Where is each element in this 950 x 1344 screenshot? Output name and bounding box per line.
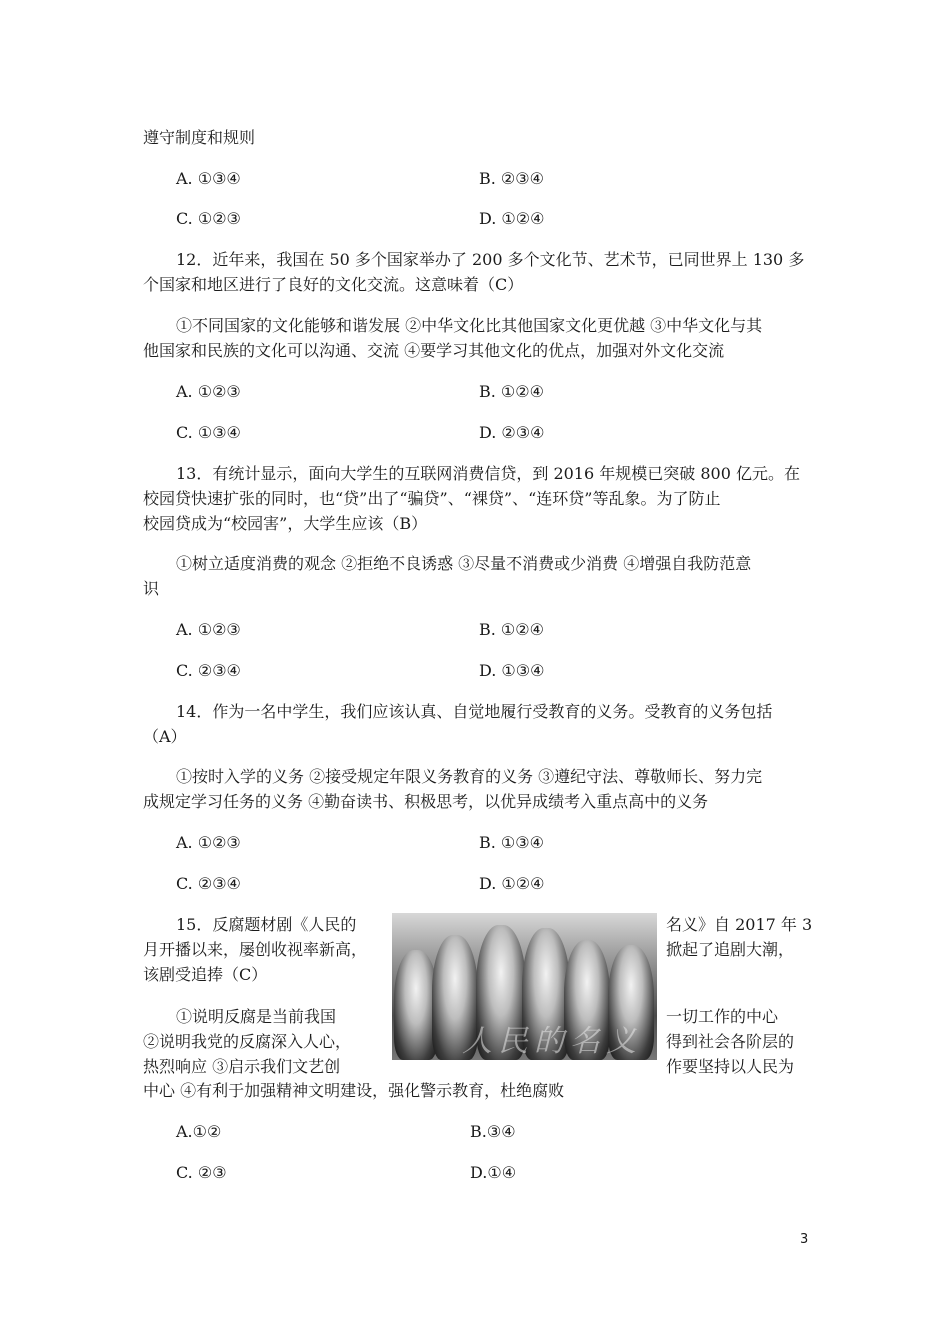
q15-statements-right-1: 一切工作的中心 [666, 1007, 779, 1026]
q12-stem-line-1: 12．近年来，我国在 50 多个国家举办了 200 多个文化节、艺术节，已同世界上 130 多 [176, 250, 805, 269]
poster-title-text: 人民的名义 [462, 1024, 642, 1059]
q15-stem-left-1: 15．反腐题材剧《人民的 [176, 915, 357, 934]
q13-option-d: D. ①③④ [479, 661, 545, 680]
q11-tail-text: 遵守制度和规则 [143, 128, 256, 147]
q15-statements-left-3: 热烈响应 ③启示我们文艺创 [143, 1057, 341, 1076]
q13-stem-line-2: 校园贷快速扩张的同时，也“贷”出了“骗贷”、“裸贷”、“连环贷”等乱象。为了防止 [143, 489, 721, 508]
q15-stem-left-2: 月开播以来，屡创收视率新高， [143, 940, 368, 959]
q14-stem-line-2: （A） [143, 727, 187, 746]
q15-stem-left-3: 该剧受追捧（C） [143, 965, 268, 984]
drama-poster-image [392, 913, 657, 1060]
q11-option-a: A. ①③④ [176, 169, 241, 188]
q15-stem-right-1: 名义》自 2017 年 3 [666, 915, 813, 934]
q13-option-b: B. ①②④ [479, 620, 544, 639]
q14-option-d: D. ①②④ [479, 874, 545, 893]
q15-statements-left-2: ②说明我党的反腐深入人心， [143, 1032, 352, 1051]
q13-option-c: C. ②③④ [176, 661, 241, 680]
q14-statements-line-2: 成规定学习任务的义务 ④勤奋读书、积极思考，以优异成绩考入重点高中的义务 [143, 792, 709, 811]
q11-option-d: D. ①②④ [479, 209, 545, 228]
q15-statements-left-1: ①说明反腐是当前我国 [176, 1007, 337, 1026]
q15-statements-right-3: 作要坚持以人民为 [666, 1057, 795, 1076]
q14-option-a: A. ①②③ [176, 833, 241, 852]
q15-option-a: A.①② [176, 1122, 222, 1141]
q15-statements-right-2: 得到社会各阶层的 [666, 1032, 795, 1051]
q15-option-b: B.③④ [470, 1122, 516, 1141]
q15-option-d: D.①④ [470, 1163, 517, 1182]
page-number: 3 [800, 1232, 809, 1247]
q12-option-d: D. ②③④ [479, 423, 545, 442]
q15-stem-right-2: 掀起了追剧大潮， [666, 940, 795, 959]
q12-statements-line-2: 他国家和民族的文化可以沟通、交流 ④要学习其他文化的优点，加强对外文化交流 [143, 341, 725, 360]
q15-option-c: C. ②③ [176, 1163, 227, 1182]
q14-statements-line-1: ①按时入学的义务 ②接受规定年限义务教育的义务 ③遵纪守法、尊敬师长、努力完 [176, 767, 763, 786]
q11-option-c: C. ①②③ [176, 209, 241, 228]
q13-stem-line-1: 13．有统计显示，面向大学生的互联网消费信贷，到 2016 年规模已突破 800 亿元。在 [176, 464, 800, 483]
q14-stem-line-1: 14．作为一名中学生，我们应该认真、自觉地履行受教育的义务。受教育的义务包括 [176, 702, 773, 721]
q14-option-b: B. ①③④ [479, 833, 544, 852]
q13-option-a: A. ①②③ [176, 620, 241, 639]
q13-statements-line-2: 识 [143, 579, 160, 598]
q12-option-b: B. ①②④ [479, 382, 544, 401]
q12-option-a: A. ①②③ [176, 382, 241, 401]
q12-stem-line-2: 个国家和地区进行了良好的文化交流。这意味着（C） [143, 275, 524, 294]
q15-statements-last: 中心 ④有利于加强精神文明建设，强化警示教育，杜绝腐败 [143, 1081, 565, 1100]
q12-option-c: C. ①③④ [176, 423, 241, 442]
q12-statements-line-1: ①不同国家的文化能够和谐发展 ②中华文化比其他国家文化更优越 ③中华文化与其 [176, 316, 763, 335]
q13-statements-line-1: ①树立适度消费的观念 ②拒绝不良诱惑 ③尽量不消费或少消费 ④增强自我防范意 [176, 554, 752, 573]
q13-stem-line-3: 校园贷成为“校园害”，大学生应该（B） [143, 514, 428, 533]
q11-option-b: B. ②③④ [479, 169, 544, 188]
q14-option-c: C. ②③④ [176, 874, 241, 893]
